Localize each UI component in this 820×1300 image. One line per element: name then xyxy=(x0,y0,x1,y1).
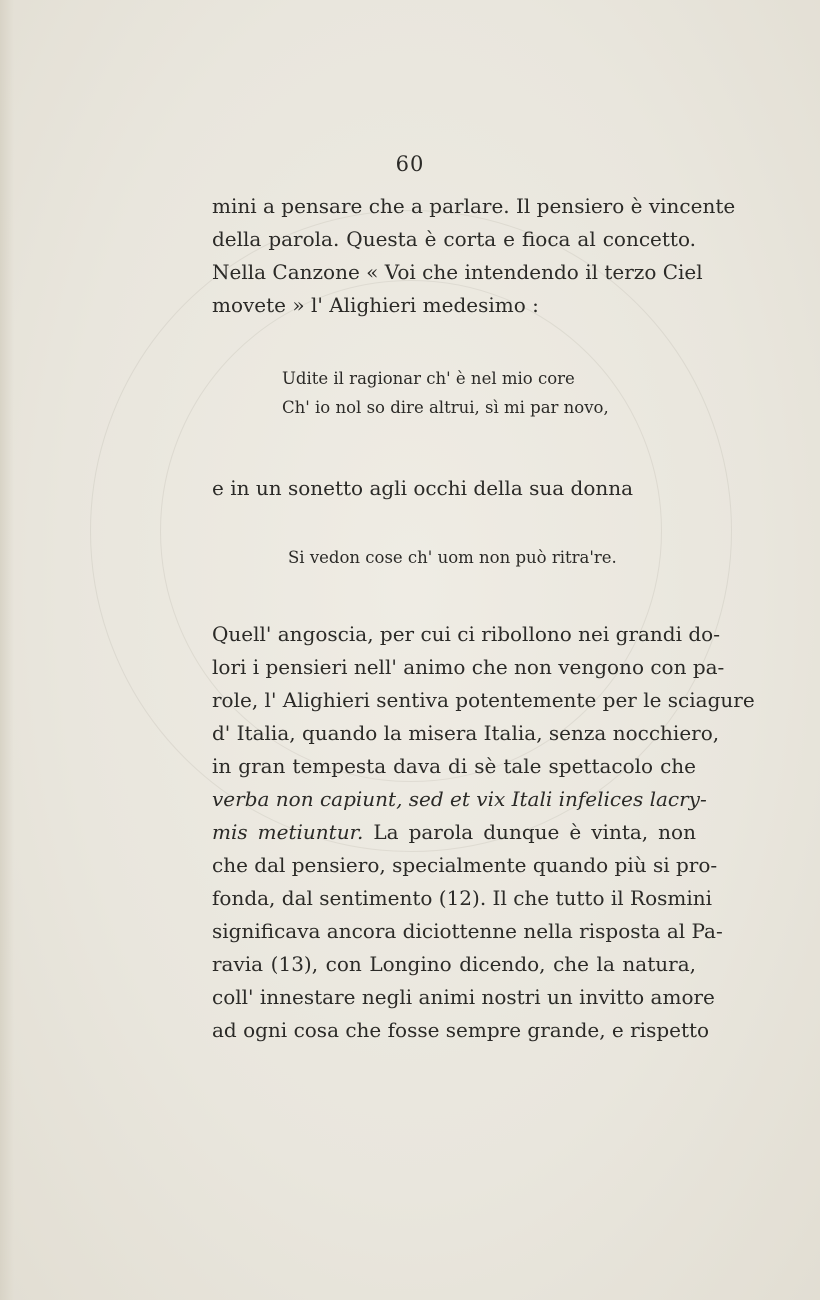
paragraph-2-line-mixed xyxy=(212,816,696,849)
latin-quotation-end: mis metiuntur. xyxy=(212,820,364,844)
verse-quotation-1 xyxy=(282,364,609,422)
paragraph-2-line-rest: La parola dunque è vinta, non xyxy=(363,820,696,844)
paragraph-1 xyxy=(212,190,736,322)
verse-line: Ch' io nol so dire altrui, sì mi par novo, xyxy=(282,398,609,417)
paragraph-1-line: della parola. Questa è corta e fioca al concetto. xyxy=(212,227,696,251)
paragraph-1-line: Nella Canzone « Voi che intendendo il terzo Ciel xyxy=(212,260,703,284)
paragraph-2 xyxy=(212,618,755,1047)
page-number: 60 xyxy=(395,152,425,176)
paragraph-2-line: lori i pensieri nell' animo che non vengono con pa- xyxy=(212,655,725,679)
paragraph-2-line: che dal pensiero, specialmente quando più si pro- xyxy=(212,853,718,877)
paragraph-2-line: Quell' angoscia, per cui ci ribollono nei grandi do- xyxy=(212,622,720,646)
paragraph-2-line: in gran tempesta dava di sè tale spettacolo che xyxy=(212,754,696,778)
paragraph-2-line: d' Italia, quando la misera Italia, senza nocchiero, xyxy=(212,721,720,745)
paragraph-1-line: movete » l' Alighieri medesimo : xyxy=(212,293,539,317)
paragraph-2-line: significava ancora diciottenne nella risposta al Pa- xyxy=(212,919,723,943)
page-left-edge-shadow xyxy=(0,0,14,1300)
paragraph-2-line: ad ogni cosa che fosse sempre grande, e rispetto xyxy=(212,1018,710,1042)
paragraph-1-line: mini a pensare che a parlare. Il pensiero è vincente xyxy=(212,194,736,218)
verse-quotation-2: Si vedon cose ch' uom non può ritra're. xyxy=(288,548,617,567)
paragraph-2-line: fonda, dal sentimento (12). Il che tutto il Rosmini xyxy=(212,886,713,910)
sonnet-intro-line: e in un sonetto agli occhi della sua donna xyxy=(212,476,634,500)
paragraph-2-line: role, l' Alighieri sentiva potentemente per le sciagure xyxy=(212,688,755,712)
verse-line: Udite il ragionar ch' è nel mio core xyxy=(282,369,575,388)
latin-quotation-line: verba non capiunt, sed et vix Itali infelices lacry- xyxy=(212,787,707,811)
paragraph-2-line: ravia (13), con Longino dicendo, che la natura, xyxy=(212,952,696,976)
paragraph-2-line: coll' innestare negli animi nostri un invitto amore xyxy=(212,985,715,1009)
